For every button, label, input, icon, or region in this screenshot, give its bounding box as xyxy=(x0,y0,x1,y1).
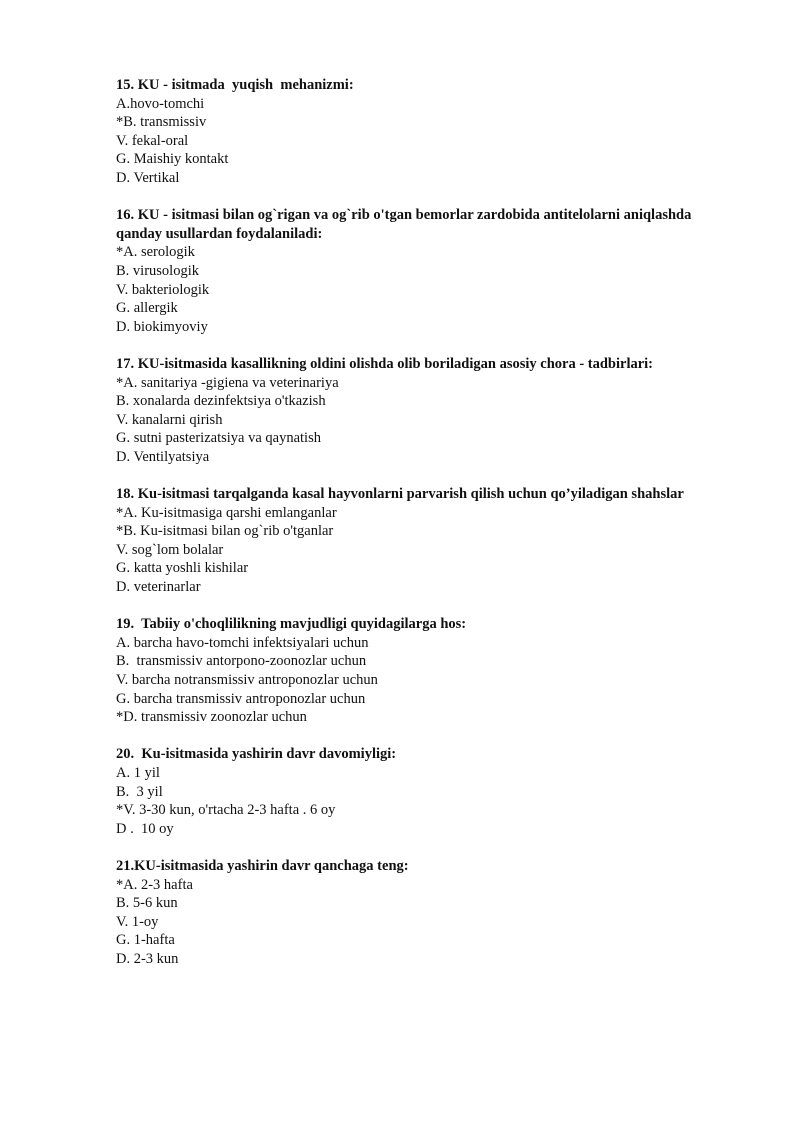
question-17 xyxy=(116,355,736,467)
answer-option: A.hovo-tomchi xyxy=(116,95,205,112)
answer-option: V. 1-oy xyxy=(116,913,159,930)
question-16 xyxy=(116,206,736,336)
answer-option: B. 3 yil xyxy=(116,783,163,800)
question-20 xyxy=(116,745,736,838)
answer-option: V. kanalarni qirish xyxy=(116,411,223,428)
question-title: 17. KU-isitmasida kasallikning oldini olishda olib boriladigan asosiy chora - tadbirlari: xyxy=(116,355,654,372)
answer-option: *B. transmissiv xyxy=(116,114,207,131)
answer-option: B. 5-6 kun xyxy=(116,895,178,912)
question-title: 20. Ku-isitmasida yashirin davr davomiyligi: xyxy=(116,746,397,763)
answer-option: A. barcha havo-tomchi infektsiyalari uchun xyxy=(116,634,369,651)
answer-option: B. xonalarda dezinfektsiya o'tkazish xyxy=(116,393,326,410)
answer-option: V. bakteriologik xyxy=(116,281,210,298)
question-title: 16. KU - isitmasi bilan og`rigan va og`rib o'tgan bemorlar zardobida antitelolarni aniqlashda qanday usullardan foydalaniladi: xyxy=(116,207,695,242)
answer-option: D. Ventilyatsiya xyxy=(116,448,210,465)
answer-option: *A. serologik xyxy=(116,244,195,261)
answer-option: *D. transmissiv zoonozlar uchun xyxy=(116,709,307,726)
answer-option: *A. Ku-isitmasiga qarshi emlanganlar xyxy=(116,504,337,521)
question-title: 15. KU - isitmada yuqish mehanizmi: xyxy=(116,77,354,93)
question-21 xyxy=(116,857,736,969)
answer-option: V. barcha notransmissiv antroponozlar uchun xyxy=(116,672,378,688)
answer-option: D . 10 oy xyxy=(116,820,174,837)
answer-option: G. Maishiy kontakt xyxy=(116,151,229,168)
answer-option: D. Vertikal xyxy=(116,169,180,186)
question-19 xyxy=(116,615,736,727)
answer-option: *B. Ku-isitmasi bilan og`rib o'tganlar xyxy=(116,523,334,540)
question-title: 18. Ku-isitmasi tarqalganda kasal hayvonlarni parvarish qilish uchun qo’yiladigan shahslar xyxy=(116,486,684,503)
answer-option: G. allergik xyxy=(116,300,178,317)
questions-list xyxy=(116,76,736,987)
answer-option: V. fekal-oral xyxy=(116,132,189,149)
answer-option: *A. 2-3 hafta xyxy=(116,876,193,893)
answer-option: D. biokimyoviy xyxy=(116,318,208,335)
question-title: 21.KU-isitmasida yashirin davr qanchaga teng: xyxy=(116,857,409,874)
answer-option: A. 1 yil xyxy=(116,764,160,781)
answer-option: B. virusologik xyxy=(116,262,199,279)
answer-option: D. veterinarlar xyxy=(116,579,201,596)
answer-option: G. 1-hafta xyxy=(116,932,175,949)
answer-option: D. 2-3 kun xyxy=(116,950,179,967)
answer-option: V. sog`lom bolalar xyxy=(116,541,224,558)
answer-option: B. transmissiv antorpono-zoonozlar uchun xyxy=(116,653,367,670)
answer-option: G. sutni pasterizatsiya va qaynatish xyxy=(116,430,321,447)
answer-option: G. katta yoshli kishilar xyxy=(116,560,249,577)
answer-option: G. barcha transmissiv antroponozlar uchun xyxy=(116,690,366,707)
question-18 xyxy=(116,485,736,597)
question-title: 19. Tabiiy o'choqlilikning mavjudligi quyidagilarga hos: xyxy=(116,616,467,633)
answer-option: *A. sanitariya -gigiena va veterinariya xyxy=(116,374,339,391)
answer-option: *V. 3-30 kun, o'rtacha 2-3 hafta . 6 oy xyxy=(116,802,336,819)
question-15 xyxy=(116,76,736,188)
